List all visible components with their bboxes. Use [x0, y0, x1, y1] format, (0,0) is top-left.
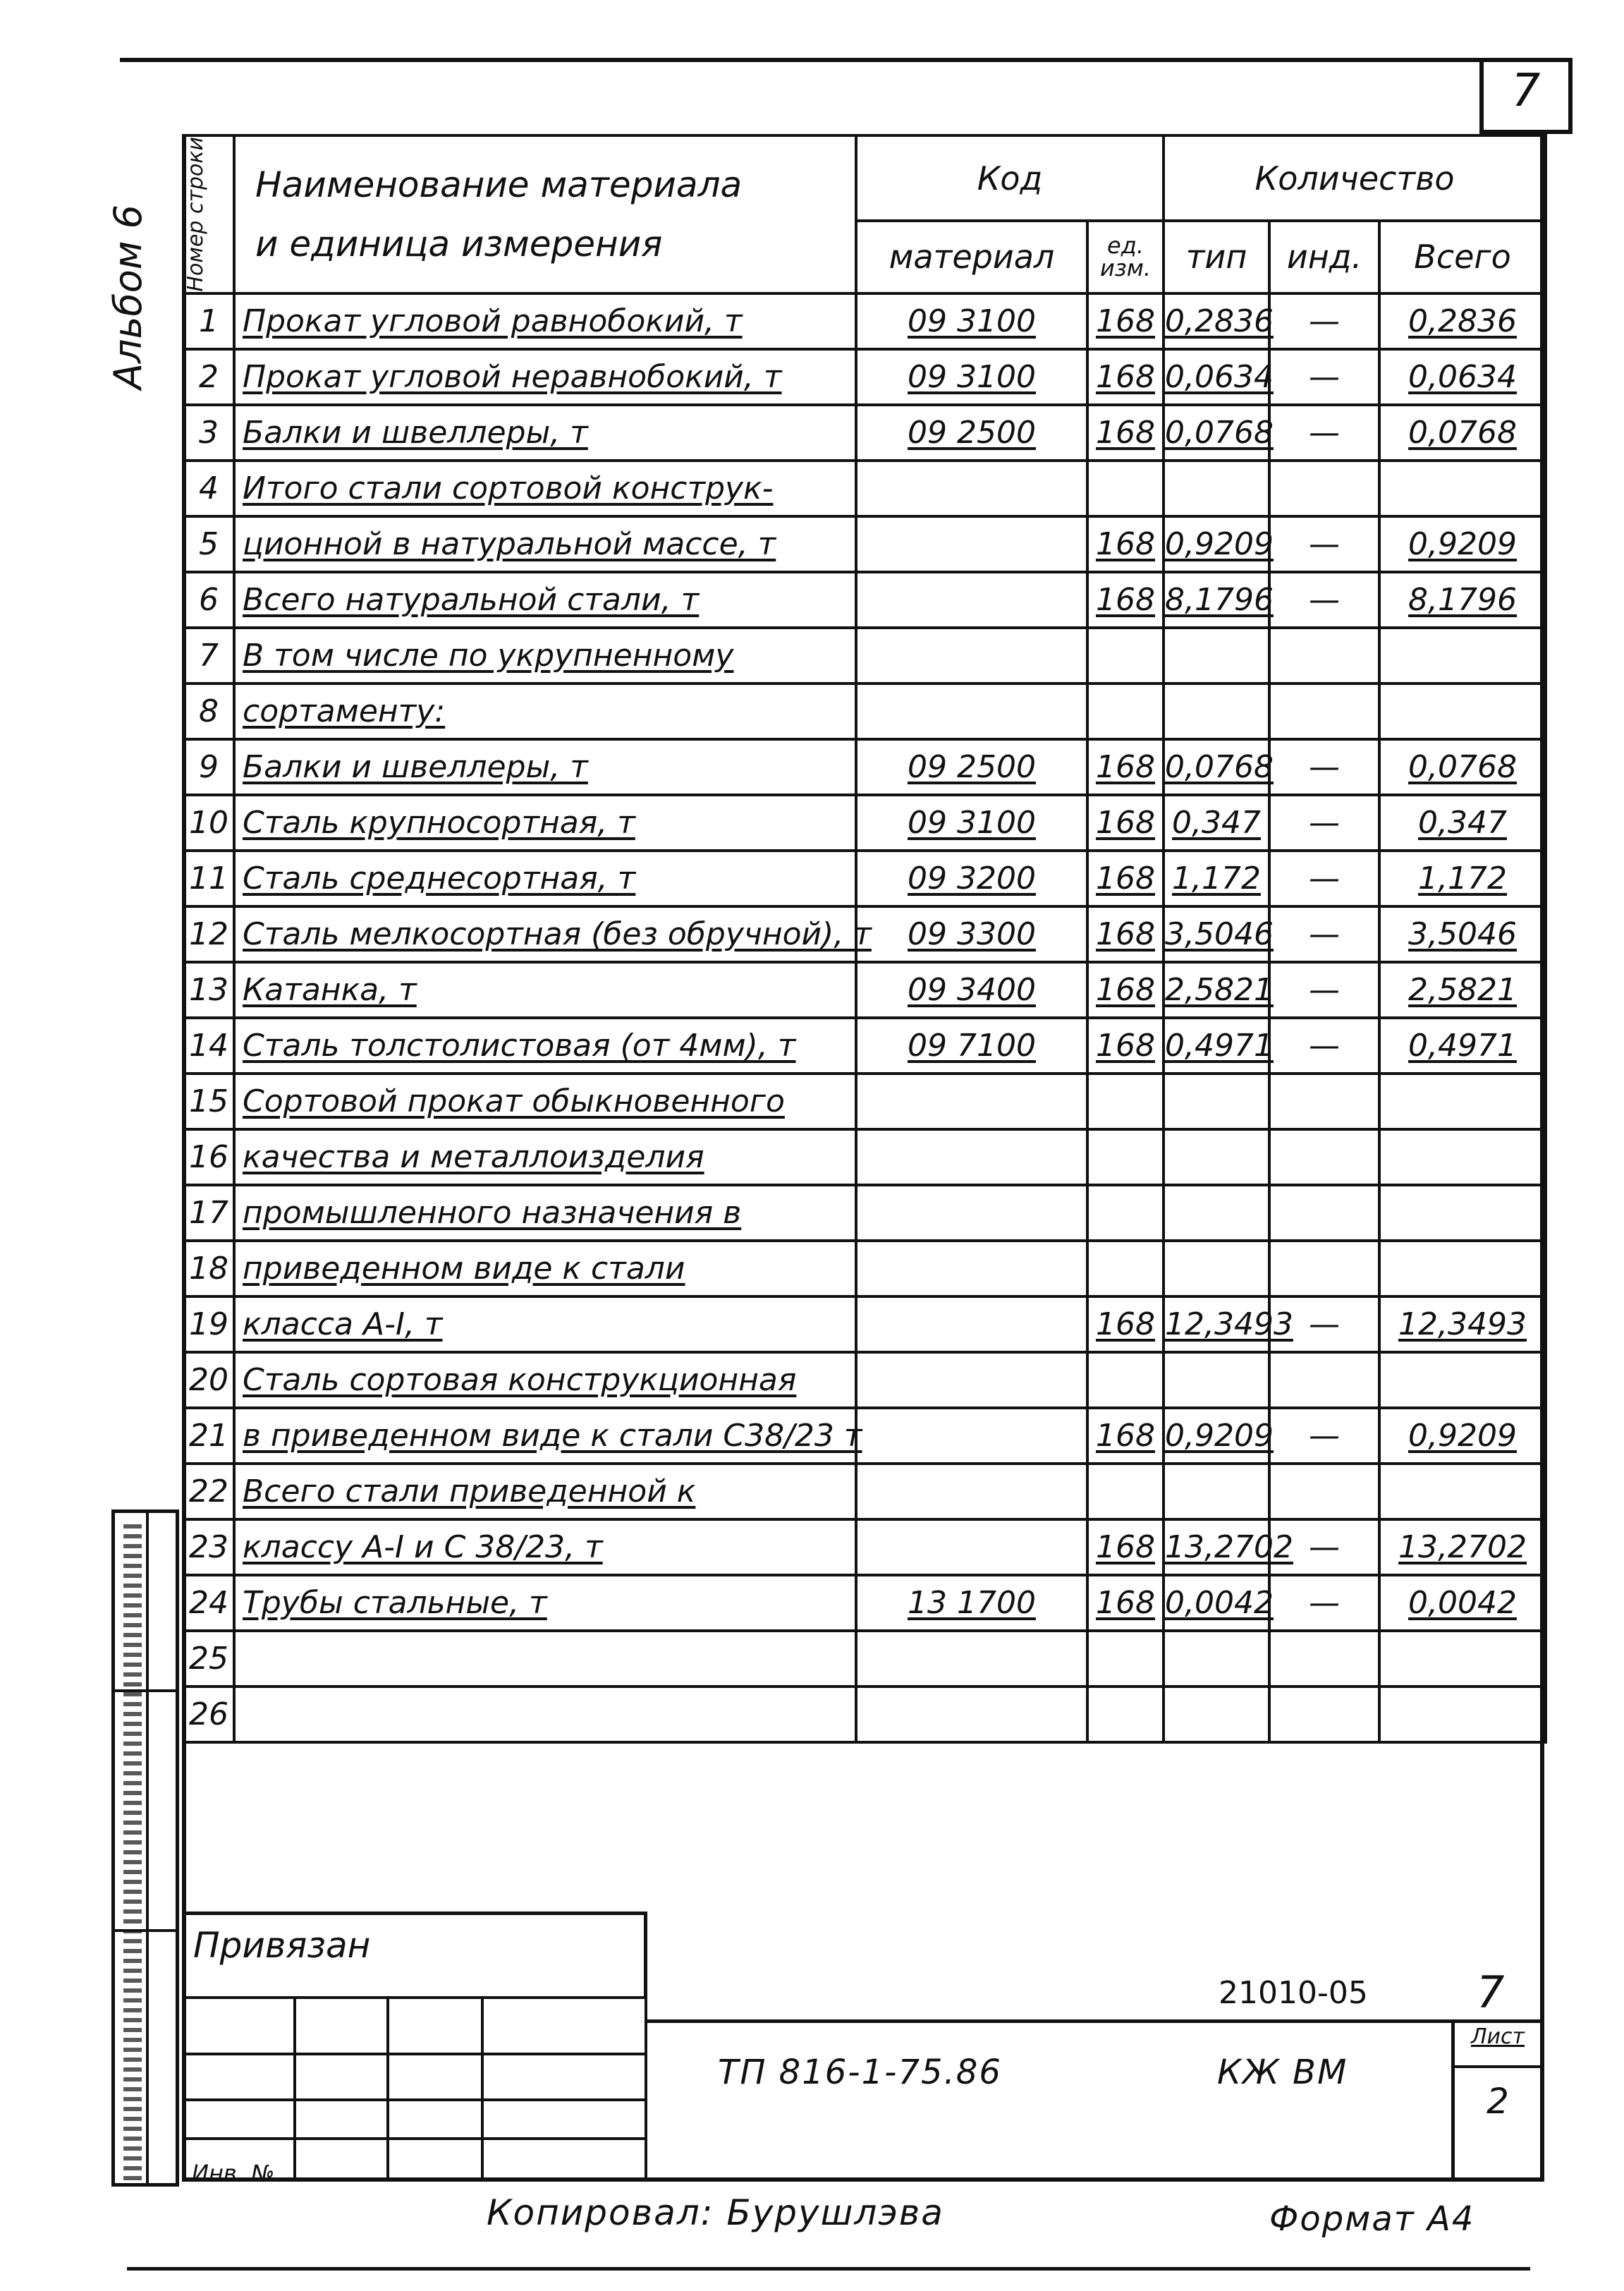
row-number: 2: [183, 349, 234, 405]
row-number: 1: [183, 293, 234, 349]
row-individual-qty: —: [1269, 1575, 1379, 1631]
doc-mark: КЖ ВМ: [1217, 2053, 1348, 2092]
grid-rule: [386, 1996, 389, 2182]
binding-strip: [111, 1509, 179, 2187]
row-number: 15: [183, 1074, 234, 1129]
row-name: Сталь толстолистовая (от 4мм), т: [234, 1018, 856, 1074]
row-individual-qty: —: [1269, 516, 1379, 572]
row-material-code: 09 3100: [856, 349, 1087, 405]
row-type-qty: 12,3493: [1164, 1296, 1269, 1352]
row-number: 25: [183, 1631, 234, 1687]
row-number: 22: [183, 1464, 234, 1519]
header-name-line2: и единица измерения: [255, 223, 663, 265]
row-number: 21: [183, 1408, 234, 1464]
row-name: ционной в натуральной массе, т: [234, 516, 856, 572]
row-name: В том числе по укрупненному: [234, 628, 856, 683]
row-unit-code: 168: [1087, 739, 1164, 795]
grid-rule: [293, 1996, 296, 2182]
header-type: тип: [1164, 221, 1269, 293]
row-type-qty: 0,0768: [1164, 405, 1269, 461]
row-individual-qty: —: [1269, 739, 1379, 795]
row-type-qty: 2,5821: [1164, 962, 1269, 1018]
row-number: 17: [183, 1185, 234, 1241]
format-label: Формат А4: [1269, 2199, 1475, 2239]
row-total-qty: 0,0634: [1379, 349, 1546, 405]
row-individual-qty: —: [1269, 572, 1379, 628]
row-material-code: 09 2500: [856, 739, 1087, 795]
row-name: Прокат угловой равнобокий, т: [234, 293, 856, 349]
header-row-number-label: Номер строки: [183, 137, 208, 292]
row-unit-code: 168: [1087, 906, 1164, 962]
row-number: 24: [183, 1575, 234, 1631]
row-individual-qty: —: [1269, 1018, 1379, 1074]
sheet-label: Лист: [1470, 2024, 1525, 2049]
row-number: 9: [183, 739, 234, 795]
row-unit-code: 168: [1087, 405, 1164, 461]
row-individual-qty: —: [1269, 1296, 1379, 1352]
row-unit-code: 168: [1087, 572, 1164, 628]
row-total-qty: 0,0768: [1379, 405, 1546, 461]
title-block: [182, 1912, 1544, 2187]
row-total-qty: 2,5821: [1379, 962, 1546, 1018]
row-name: Сортовой прокат обыкновенного: [234, 1074, 856, 1129]
row-name: класса А-I, т: [234, 1296, 856, 1352]
row-individual-qty: —: [1269, 293, 1379, 349]
row-name: Итого стали сортовой конструк-: [234, 461, 856, 516]
row-unit-code: 168: [1087, 962, 1164, 1018]
row-number: 20: [183, 1352, 234, 1408]
attached-label: Привязан: [193, 1925, 371, 1966]
row-number: 6: [183, 572, 234, 628]
row-type-qty: 0,2836: [1164, 293, 1269, 349]
sheet-value: 2: [1486, 2081, 1509, 2122]
row-individual-qty: —: [1269, 1519, 1379, 1575]
row-number: 11: [183, 851, 234, 906]
row-type-qty: 8,1796: [1164, 572, 1269, 628]
header-material: материал: [856, 221, 1087, 293]
header-individual: инд.: [1269, 221, 1379, 293]
row-name: Трубы стальные, т: [234, 1575, 856, 1631]
row-type-qty: 0,347: [1164, 795, 1269, 851]
row-number: 3: [183, 405, 234, 461]
copied-by: Копировал: Бурушлэва: [487, 2192, 944, 2233]
row-name: Всего натуральной стали, т: [234, 572, 856, 628]
header-unit: ед. изм.: [1087, 221, 1164, 293]
row-number: 8: [183, 683, 234, 739]
row-name: Катанка, т: [234, 962, 856, 1018]
strip-column-rule: [146, 1513, 149, 2183]
approval-grid: [182, 1996, 647, 2187]
row-number: 23: [183, 1519, 234, 1575]
row-number: 7: [183, 628, 234, 683]
grid-rule: [182, 2098, 647, 2101]
album-label: Альбом 6: [106, 205, 150, 389]
row-type-qty: 0,9209: [1164, 516, 1269, 572]
row-name: Всего стали приведенной к: [234, 1464, 856, 1519]
row-number: 5: [183, 516, 234, 572]
header-code: Код: [856, 135, 1164, 221]
row-number: 18: [183, 1241, 234, 1296]
row-individual-qty: —: [1269, 405, 1379, 461]
row-individual-qty: —: [1269, 795, 1379, 851]
row-total-qty: 0,9209: [1379, 1408, 1546, 1464]
row-material-code: 09 2500: [856, 405, 1087, 461]
row-unit-code: 168: [1087, 349, 1164, 405]
row-total-qty: 0,9209: [1379, 516, 1546, 572]
row-unit-code: 168: [1087, 795, 1164, 851]
row-total-qty: 8,1796: [1379, 572, 1546, 628]
strip-hatching: [123, 1524, 142, 2180]
row-type-qty: 1,172: [1164, 851, 1269, 906]
row-total-qty: 3,5046: [1379, 906, 1546, 962]
row-total-qty: 13,2702: [1379, 1519, 1546, 1575]
grid-rule: [645, 1996, 647, 2182]
row-number: 19: [183, 1296, 234, 1352]
title-rule: [647, 2019, 1544, 2023]
bottom-border-rule: [127, 2267, 1530, 2271]
row-name: Сталь крупносортная, т: [234, 795, 856, 851]
row-type-qty: 0,0768: [1164, 739, 1269, 795]
row-type-qty: 0,4971: [1164, 1018, 1269, 1074]
row-individual-qty: —: [1269, 851, 1379, 906]
row-type-qty: 13,2702: [1164, 1519, 1269, 1575]
row-name: Балки и швеллеры, т: [234, 739, 856, 795]
row-unit-code: 168: [1087, 1575, 1164, 1631]
row-total-qty: 0,0768: [1379, 739, 1546, 795]
row-unit-code: 168: [1087, 851, 1164, 906]
row-individual-qty: —: [1269, 962, 1379, 1018]
row-total-qty: 0,347: [1379, 795, 1546, 851]
row-total-qty: 0,2836: [1379, 293, 1546, 349]
row-number: 4: [183, 461, 234, 516]
row-name: промышленного назначения в: [234, 1185, 856, 1241]
row-name: Прокат угловой неравнобокий, т: [234, 349, 856, 405]
top-border-rule: [120, 58, 1573, 62]
row-name: Сталь мелкосортная (без обручной), т: [234, 906, 856, 962]
grid-rule: [182, 2137, 647, 2140]
page-number: 7: [1511, 65, 1541, 117]
row-type-qty: 0,0634: [1164, 349, 1269, 405]
row-name: в приведенном виде к стали С38/23 т: [234, 1408, 856, 1464]
row-number: 26: [183, 1687, 234, 1742]
row-name: классу А-I и С 38/23, т: [234, 1519, 856, 1575]
row-type-qty: 3,5046: [1164, 906, 1269, 962]
row-material-code: 09 7100: [856, 1018, 1087, 1074]
row-number: 10: [183, 795, 234, 851]
header-name-line1: Наименование материала: [255, 164, 743, 205]
doc-sheet-number: 7: [1477, 1967, 1505, 2018]
row-number: 12: [183, 906, 234, 962]
strip-divider: [115, 1929, 176, 1932]
row-number: 16: [183, 1129, 234, 1185]
row-total-qty: 1,172: [1379, 851, 1546, 906]
grid-rule: [182, 2053, 647, 2055]
header-total: Всего: [1379, 221, 1546, 293]
row-number: 14: [183, 1018, 234, 1074]
doc-title: ТП 816-1-75.86: [718, 2053, 1002, 2092]
attached-box: [182, 1912, 647, 1996]
row-total-qty: 12,3493: [1379, 1296, 1546, 1352]
header-quantity: Количество: [1164, 135, 1546, 221]
row-name: сортаменту:: [234, 683, 856, 739]
strip-divider: [115, 1689, 176, 1692]
row-type-qty: 0,9209: [1164, 1408, 1269, 1464]
grid-rule: [182, 1996, 647, 1999]
row-number: 13: [183, 962, 234, 1018]
row-unit-code: 168: [1087, 1519, 1164, 1575]
row-unit-code: 168: [1087, 1296, 1164, 1352]
row-material-code: 09 3100: [856, 795, 1087, 851]
row-unit-code: 168: [1087, 1018, 1164, 1074]
row-unit-code: 168: [1087, 293, 1164, 349]
inventory-label: Инв. №: [192, 2160, 275, 2187]
row-name: Сталь среднесортная, т: [234, 851, 856, 906]
row-material-code: 09 3200: [856, 851, 1087, 906]
row-unit-code: 168: [1087, 516, 1164, 572]
row-total-qty: 0,0042: [1379, 1575, 1546, 1631]
sheet-cell-split: [1455, 2065, 1544, 2068]
row-name: Балки и швеллеры, т: [234, 405, 856, 461]
row-name: качества и металлоизделия: [234, 1129, 856, 1185]
row-type-qty: 0,0042: [1164, 1575, 1269, 1631]
doc-code: 21010-05: [1219, 1975, 1368, 2011]
row-material-code: 09 3400: [856, 962, 1087, 1018]
row-individual-qty: —: [1269, 1408, 1379, 1464]
row-material-code: 09 3300: [856, 906, 1087, 962]
grid-rule: [481, 1996, 484, 2182]
row-material-code: 13 1700: [856, 1575, 1087, 1631]
row-name: Сталь сортовая конструкционная: [234, 1352, 856, 1408]
row-name: приведенном виде к стали: [234, 1241, 856, 1296]
sheet-frame: [182, 134, 1544, 2182]
row-individual-qty: —: [1269, 349, 1379, 405]
row-unit-code: 168: [1087, 1408, 1164, 1464]
row-individual-qty: —: [1269, 906, 1379, 962]
row-material-code: 09 3100: [856, 293, 1087, 349]
row-total-qty: 0,4971: [1379, 1018, 1546, 1074]
